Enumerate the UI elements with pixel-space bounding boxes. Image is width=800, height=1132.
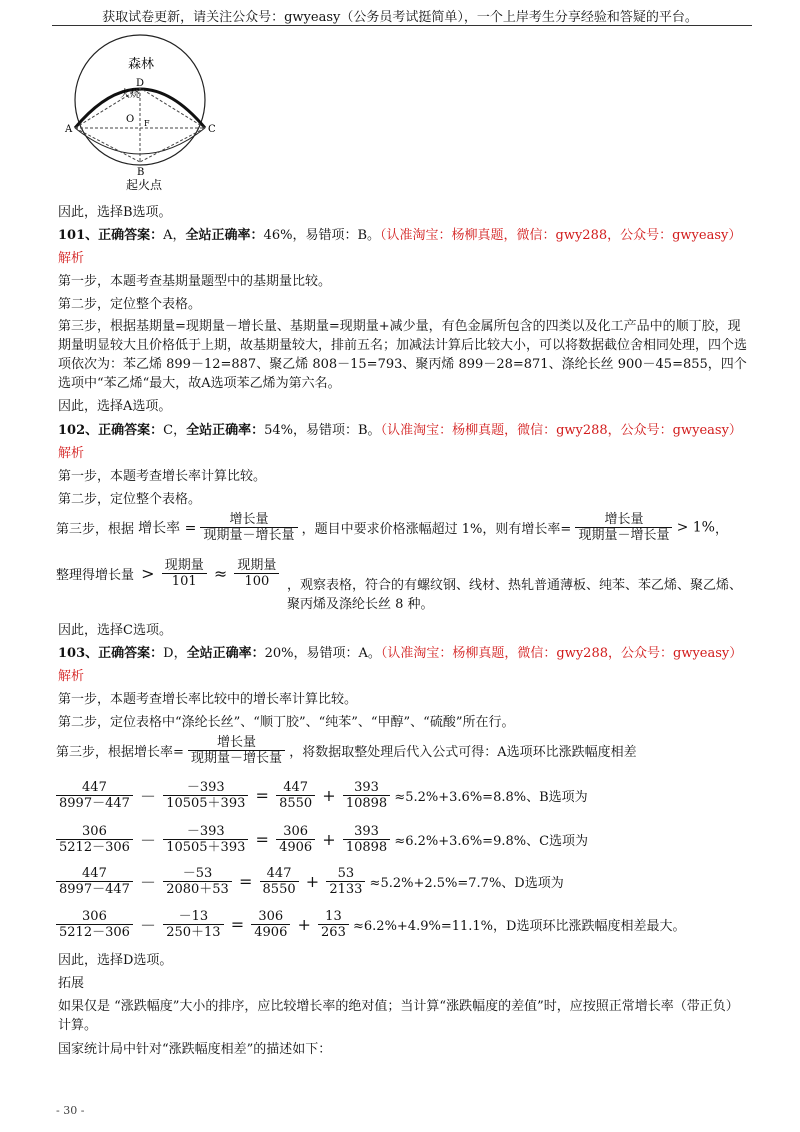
q103-jiexi: 解析	[58, 669, 85, 684]
page-header: 获取试卷更新，请关注公众号：gwyeasy（公务员考试挺简单），一个上岸考生分享经验和答疑的平台。	[102, 10, 698, 25]
q103-rate: 20%，易错项：A。	[264, 646, 381, 661]
calc-result: ≈6.2%+4.9%=11.1%，D选项环比涨跌幅度相差最大。	[353, 919, 686, 934]
fraction-numerator: 增长量	[604, 512, 644, 527]
frac-num: 306	[258, 909, 284, 924]
gt-one-percent: > 1%	[676, 519, 715, 536]
label-B: B	[137, 167, 145, 178]
equals-sign: =	[230, 915, 245, 934]
equals-sign: =	[255, 786, 269, 805]
q101-promo: （认准淘宝：杨柳真题，微信：gwy288，公众号：gwyeasy）	[380, 228, 742, 243]
q101-conclusion: 因此，选择A选项。	[58, 399, 172, 414]
calc-row-C	[56, 866, 564, 897]
label-F: F	[144, 119, 150, 128]
frac-den: 5212－306	[56, 924, 133, 940]
frac-den: 2133	[326, 881, 365, 897]
q102-title-line	[58, 422, 742, 440]
q101-rate: 46%，易错项：B。	[263, 228, 380, 243]
current-over-100-fraction	[234, 558, 279, 589]
label-A: A	[65, 124, 73, 135]
frac-den: 263	[318, 924, 349, 940]
page-number: - 30 -	[56, 1104, 85, 1117]
plus-sign: +	[305, 872, 320, 891]
q101-step2: 第二步，定位整个表格。	[58, 297, 202, 312]
calc-row-B	[56, 824, 588, 855]
growth-rate-fraction-3	[188, 735, 285, 766]
q102-step3-b: ，题目中要求价格涨幅超过 1%，则有增长率=	[301, 522, 572, 537]
forest-fire-diagram	[60, 30, 220, 195]
frac-den: 10898	[343, 839, 390, 855]
q102-rate-label: 全站正确率：	[186, 423, 265, 438]
formula-lhs: 增长率 =	[138, 520, 197, 537]
q102-step2: 第二步，定位整个表格。	[58, 492, 202, 507]
minus-sign: －	[140, 787, 157, 806]
header-divider	[52, 25, 752, 26]
q102-answer: C，	[163, 423, 187, 438]
calc-row-A	[56, 780, 588, 811]
frac-den: 2080＋53	[163, 881, 232, 897]
q102-step3-line1	[56, 512, 728, 543]
fraction-numerator: 增长量	[217, 735, 257, 750]
frac-num: －393	[186, 780, 225, 795]
q102-step3-line2	[56, 558, 279, 589]
q102-rate: 54%，易错项：B。	[264, 423, 381, 438]
equals-sign: =	[255, 830, 269, 849]
q102-step3-c: 整理得增长量	[56, 568, 135, 583]
frac-num: 306	[82, 909, 107, 924]
frac-den: 4906	[276, 839, 315, 855]
q103-step3-a: 第三步，根据增长率=	[56, 745, 184, 760]
minus-sign: －	[140, 873, 157, 892]
fraction-denominator: 101	[162, 573, 207, 589]
q103-step1: 第一步，本题考查增长率比较中的增长率计算比较。	[58, 692, 358, 707]
q102-step3-a: 第三步，根据	[56, 522, 135, 537]
q101-step1: 第一步，本题考查基期量题型中的基期量比较。	[58, 274, 332, 289]
frac-den: 10898	[343, 795, 390, 811]
q103-step3-b: ，将数据取整处理后代入公式可得：A选项环比涨跌幅度相差	[289, 745, 637, 760]
q101-title-line	[58, 227, 741, 245]
greater-than-symbol: >	[141, 564, 155, 583]
label-ignition: 起火点	[126, 178, 163, 192]
q102-promo: （认准淘宝：杨柳真题，微信：gwy288，公众号：gwyeasy）	[380, 423, 742, 438]
frac-num: －13	[178, 909, 209, 924]
q102-conclusion: 因此，选择C选项。	[58, 623, 172, 638]
frac-num: 447	[82, 780, 107, 795]
label-D: D	[136, 78, 145, 89]
q101-answer: A，	[163, 228, 186, 243]
q102-title: 102、正确答案：	[58, 423, 164, 438]
q100-conclusion: 因此，选择B选项。	[58, 205, 172, 220]
approx-symbol: ≈	[213, 564, 228, 583]
fraction-numerator: 现期量	[164, 558, 204, 573]
fraction-denominator: 现期量－增长量	[575, 527, 672, 543]
q101-rate-label: 全站正确率：	[185, 228, 264, 243]
fraction-numerator: 增长量	[229, 512, 269, 527]
frac-num: 447	[82, 866, 107, 881]
q103-promo: （认准淘宝：杨柳真题，微信：gwy288，公众号：gwyeasy）	[380, 646, 743, 661]
frac-den: 8997－447	[56, 795, 133, 811]
comma: ，	[714, 522, 728, 537]
q101-jiexi: 解析	[58, 251, 85, 266]
minus-sign: －	[140, 831, 157, 850]
label-O: O	[126, 114, 135, 125]
frac-den: 10505＋393	[163, 795, 248, 811]
frac-den: 4906	[251, 924, 290, 940]
q103-rate-label: 全站正确率：	[186, 646, 265, 661]
current-over-101-fraction	[162, 558, 207, 589]
growth-rate-fraction-2	[575, 512, 672, 543]
q103-step3-line	[56, 735, 637, 766]
expand-heading: 拓展	[58, 976, 85, 991]
calc-result: ≈5.2%+2.5%=7.7%、D选项为	[369, 876, 564, 891]
frac-num: 306	[283, 824, 309, 839]
minus-sign: －	[140, 916, 157, 935]
q102-step3-d: ，观察表格，符合的有螺纹钢、线材、热轧普通薄板、纯苯、苯乙烯、聚乙烯、聚丙烯及涤纶长丝 8 种。	[287, 578, 743, 612]
q103-title: 103、正确答案：	[58, 646, 164, 661]
fraction-numerator: 现期量	[237, 558, 277, 573]
plus-sign: +	[297, 915, 311, 934]
calc-result: ≈6.2%+3.6%=9.8%、C选项为	[394, 834, 589, 849]
frac-den: 8997－447	[56, 881, 133, 897]
equals-sign: =	[238, 872, 253, 891]
plus-sign: +	[322, 786, 336, 805]
frac-den: 8550	[260, 881, 299, 897]
frac-den: 250＋13	[163, 924, 223, 940]
fraction-denominator: 100	[234, 573, 279, 589]
q103-title-line	[58, 645, 742, 663]
frac-num: 447	[266, 866, 292, 881]
growth-rate-fraction	[200, 512, 297, 543]
frac-num: 53	[337, 866, 355, 881]
frac-num: 447	[283, 780, 309, 795]
label-C: C	[208, 124, 216, 135]
q103-answer: D，	[163, 646, 187, 661]
fraction-denominator: 现期量－增长量	[188, 750, 285, 766]
q102-jiexi: 解析	[58, 446, 85, 461]
frac-num: －393	[186, 824, 225, 839]
calc-result: ≈5.2%+3.6%=8.8%、B选项为	[394, 790, 588, 805]
q103-conclusion: 因此，选择D选项。	[58, 953, 173, 968]
frac-num: 393	[354, 824, 379, 839]
frac-num: 306	[82, 824, 107, 839]
calc-row-D	[56, 909, 685, 940]
label-fire: 火烧	[120, 89, 140, 100]
fraction-denominator: 现期量－增长量	[200, 527, 297, 543]
frac-den: 8550	[276, 795, 315, 811]
plus-sign: +	[322, 830, 336, 849]
expand-text: 如果仅是 “涨跌幅度”大小的排序，应比较增长率的绝对值；当计算“涨跌幅度的差值”时，应按照正常增长率（带正负）计算。	[58, 999, 739, 1033]
frac-num: 13	[325, 909, 342, 924]
frac-num: 393	[354, 780, 379, 795]
q101-step3: 第三步，根据基期量=现期量－增长量、基期量=现期量+减少量，有色金属所包含的四类以及化工产品中的顺丁胶，现期量明显较大且价格低于上期，故基期量较大，排前五名；加减法计算后比较大小，可以将数据截位舍相同处理，四个选项依次为：苯乙烯 899－12=887、聚乙烯 808－15=793、聚丙烯 899－28=871、涤纶长丝 900－45=855，四个选项中“苯乙烯“最大，故A选项苯乙烯为第六名。	[58, 319, 748, 391]
frac-den: 10505＋393	[163, 839, 248, 855]
q103-step2: 第二步，定位表格中“涤纶长丝”、“顺丁胶”、“纯苯”、“甲醇”、“硫酸”所在行。	[58, 715, 515, 730]
expand-tail: 国家统计局中针对“涨跌幅度相差”的描述如下：	[58, 1042, 332, 1057]
q101-title: 101、正确答案：	[58, 228, 164, 243]
q102-step1: 第一步，本题考查增长率计算比较。	[58, 469, 267, 484]
frac-num: －53	[182, 866, 213, 881]
label-forest: 森林	[128, 57, 155, 72]
frac-den: 5212－306	[56, 839, 133, 855]
